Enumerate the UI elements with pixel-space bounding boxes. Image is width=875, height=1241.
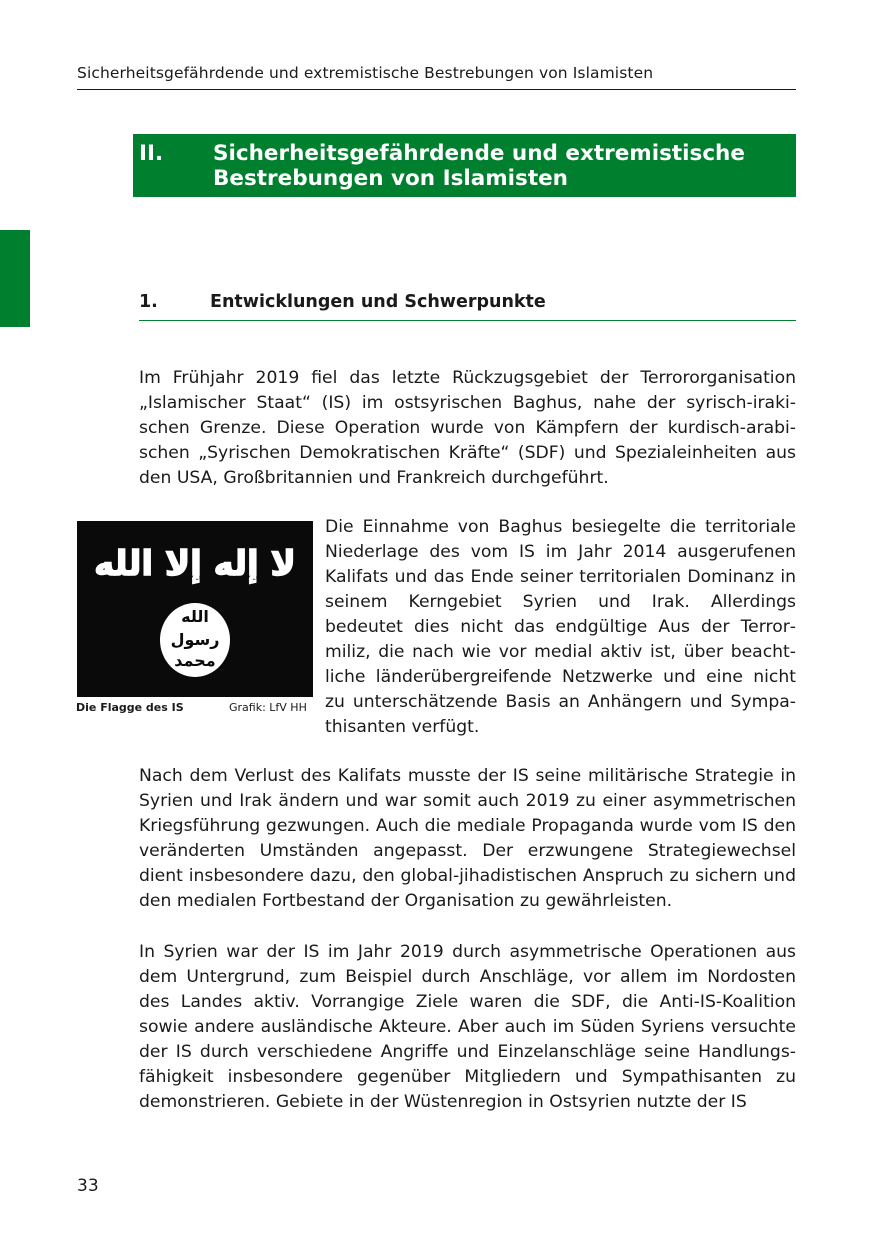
flag-top-script: لا إله إلا الله: [94, 544, 296, 584]
body-paragraph: Im Frühjahr 2019 fiel das letzte Rückzugsgebiet der Terrororganisation „Islamischer Staat“ (IS) im ostsyrischen Baghus, nahe der syrisch-irakischen Grenze. Diese Operation wurde von Kämpfern der kurdisch-arabischen „Syrischen Demokratischen Kräfte“ (SDF) und Spezialeinheiten aus den USA, Großbritannien und Frankreich durchgeführt.: [139, 368, 796, 488]
body-paragraph: In Syrien war der IS im Jahr 2019 durch asymmetrische Operationen aus dem Untergrund, zum Beispiel durch Anschläge, vor allem im Nordosten des Landes aktiv. Vorrangige Ziele waren die SDF, die Anti-IS-Koalition sowie andere ausländische Akteure. Aber auch im Süden Syriens versuchte der IS durch verschiedene Angriffe und Einzelanschläge seine Handlungsfähigkeit insbesondere gegenüber Mitgliedern und Sympathisanten zu demonstrieren. Gebiete in der Wüstenregion in Ostsyrien nutzte der IS: [139, 942, 796, 1112]
chapter-side-tab: [0, 230, 30, 327]
figure-caption: Die Flagge des IS: [76, 701, 184, 714]
flag-image: [77, 521, 313, 697]
flag-graphic: [77, 521, 313, 697]
figure-credit: Grafik: LfV HH: [229, 701, 307, 714]
chapter-title: Sicherheitsgefährdende und extremistische Bestrebungen von Islamisten: [213, 141, 745, 191]
chapter-banner: [133, 134, 796, 197]
body-paragraph: Nach dem Verlust des Kalifats musste der IS seine militärische Strategie in Syrien und Irak ändern und war somit auch 2019 zu einer asymmetrischen Kriegsführung gezwungen. Auch die mediale Propaganda wurde vom IS den veränderten Umständen angepasst. Der erzwungene Strategiewechsel dient insbesondere dazu, den global-jihadistischen Anspruch zu sichern und den medialen Fortbestand der Organisation zu gewährleisten.: [139, 766, 796, 911]
section-title: Entwicklungen und Schwerpunkte: [210, 292, 546, 312]
flag-seal-line-3: محمد: [174, 651, 216, 670]
running-header: Sicherheitsgefährdende und extremistische Bestrebungen von Islamisten: [77, 64, 796, 90]
section-number: 1.: [139, 292, 158, 312]
section-heading: [139, 290, 796, 321]
page-number: 33: [77, 1176, 99, 1196]
chapter-number: II.: [139, 141, 164, 166]
flag-seal-line-2: رسول: [170, 630, 220, 649]
flag-seal-line-1: الله: [181, 607, 209, 626]
body-paragraph: Die Einnahme von Baghus besiegelte die territoriale Niederlage des vom IS im Jahr 2014 ausgerufenen Kalifats und das Ende seiner territorialen Dominanz in seinem Kerngebiet Syrien und Irak. Allerdings bedeutet dies nicht das endgültige Aus der Terrormiliz, die nach wie vor medial aktiv ist, über beachtliche länderübergreifende Netzwerke und eine nicht zu unterschätzende Basis an Anhängern und Sympathisanten verfügt.: [325, 517, 796, 737]
